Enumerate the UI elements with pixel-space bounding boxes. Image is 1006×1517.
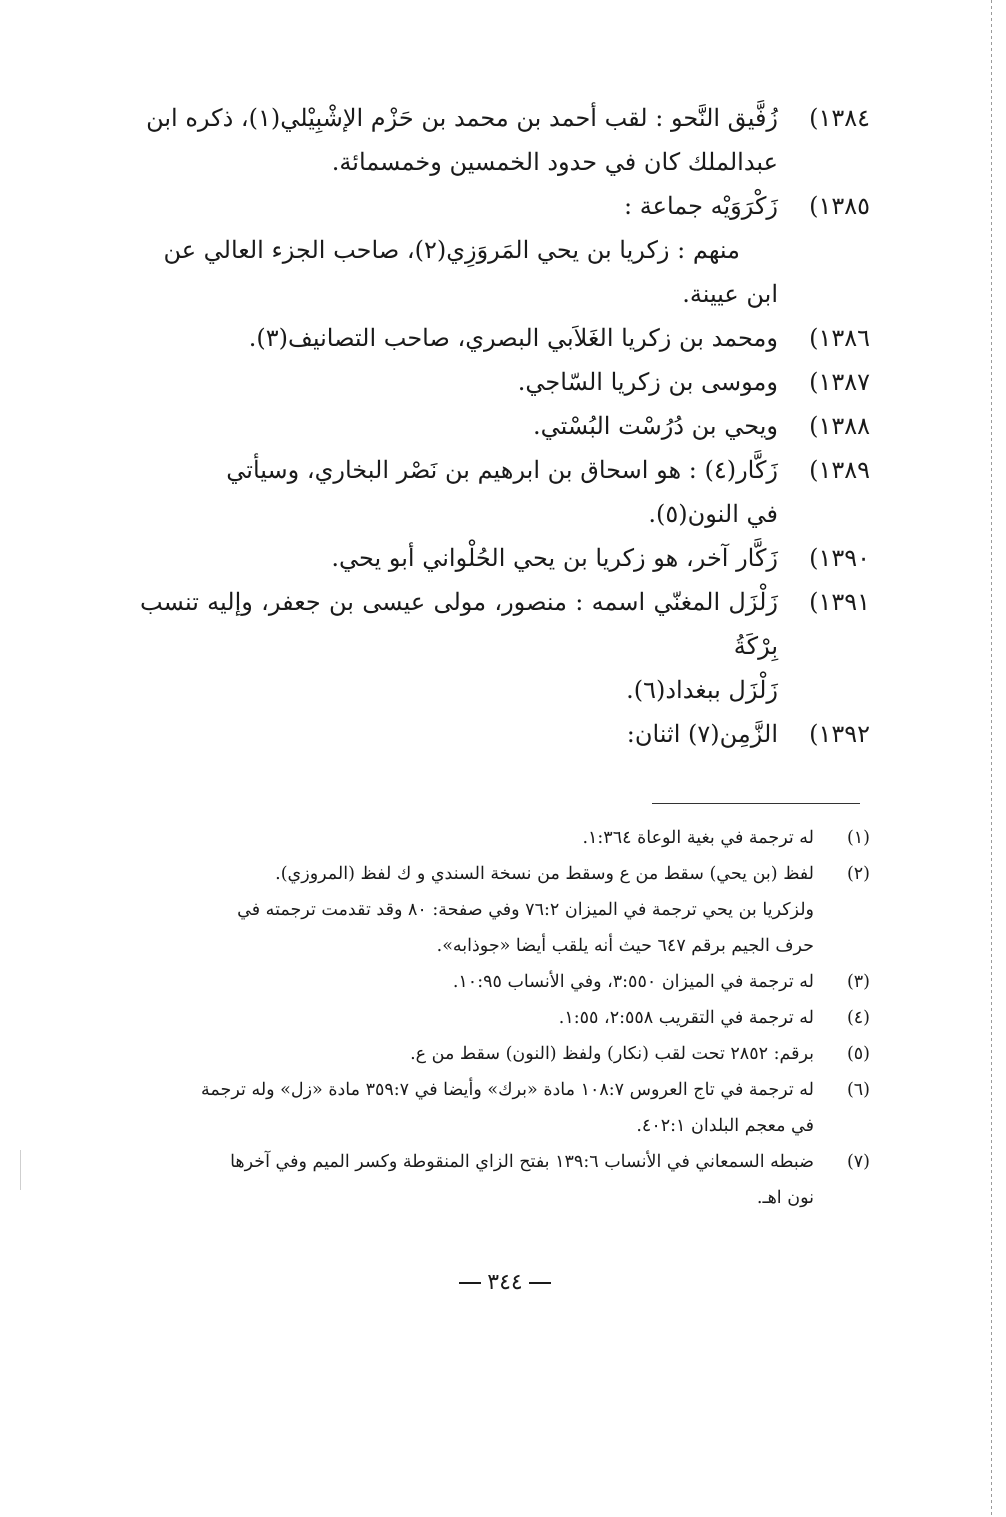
main-text: [140, 96, 870, 756]
entry-1390: [140, 536, 870, 580]
entry-line: زَلْزَل ببغداد(٦).: [626, 676, 778, 704]
entry-line: زَكَّار(٤) : هو اسحاق بن ابرهيم بن نَصْر البخاري، وسيأتي: [226, 456, 778, 484]
entry-1391: [140, 580, 870, 712]
footnote-line: برقم: ٢٨٥٢ تحت لقب (نكار) ولفظ (النون) سقط من ع.: [410, 1044, 814, 1064]
entry-1385: [140, 184, 870, 228]
entry-number: ١٣٨٧): [809, 368, 870, 396]
footnote-line: له ترجمة في تاج العروس ١٠٨:٧ مادة «برك» وأيضا في ٣٥٩:٧ مادة «زل» وله ترجمة: [201, 1080, 814, 1100]
footnote-line: ولزكريا بن يحي ترجمة في الميزان ٧٦:٢ وفي صفحة: ٨٠ وقد تقدمت ترجمته في: [237, 900, 814, 920]
page-number-value: ٣٤٤: [487, 1270, 523, 1295]
footnote-separator: [652, 803, 860, 804]
dash-right: [459, 1282, 481, 1284]
entry-number: ١٣٨٤): [809, 104, 870, 132]
entry-1385-paragraph: [140, 228, 870, 316]
footnote-4: [140, 1000, 870, 1036]
footnote-number: (٧): [846, 1152, 870, 1172]
footnote-line: في معجم البلدان ٤٠٢:١.: [636, 1116, 814, 1136]
entry-1392: [140, 712, 870, 756]
footnote-2: [140, 856, 870, 964]
footnote-number: (٤): [846, 1008, 870, 1028]
footnote-line: له ترجمة في التقريب ٢:٥٥٨، ١:٥٥.: [558, 1008, 814, 1028]
entry-line: عبدالملك كان في حدود الخمسين وخمسمائة.: [331, 148, 778, 176]
entry-1384: [140, 96, 870, 184]
footnotes: [140, 820, 870, 1216]
footnote-line: له ترجمة في الميزان ٣:٥٥٠، وفي الأنساب ١٠:٩٥.: [452, 972, 814, 992]
footnote-line: لفظ (بن يحي) سقط من ع وسقط من نسخة السندي و ك لفظ (المروزي).: [275, 864, 814, 884]
entry-1389: [140, 448, 870, 536]
entry-line: زَكَّار آخر، هو زكريا بن يحي الحُلْواني أبو يحي.: [331, 544, 778, 572]
entry-line: زَكْرَوَيْه جماعة :: [624, 192, 778, 220]
entry-1386: [140, 316, 870, 360]
page-number: [420, 1270, 590, 1295]
entry-line: الزَّمِن(٧) اثنان:: [626, 720, 778, 748]
dash-left: [529, 1282, 551, 1284]
entry-line: وموسى بن زكريا السّاجي.: [517, 368, 778, 396]
footnote-number: (٢): [846, 864, 870, 884]
footnote-line: نون اهـ.: [756, 1188, 814, 1208]
entry-number: ١٣٩٢): [809, 720, 870, 748]
entry-line: زَلْزَل المغنّي اسمه : منصور، مولى عيسى بن جعفر، وإليه تنسب بِرْكَةُ: [140, 588, 778, 660]
entry-line: زُفَّيق النَّحو : لقب أحمد بن محمد بن حَزْم الإشْبِيْلي(١)، ذكره ابن: [146, 104, 778, 132]
entry-line: في النون(٥).: [648, 500, 778, 528]
entry-number: ١٣٩٠): [809, 544, 870, 572]
footnote-number: (١): [846, 828, 870, 848]
footnote-number: (٥): [846, 1044, 870, 1064]
footnote-line: حرف الجيم برقم ٦٤٧ حيث أنه يلقب أيضا «جوذابه».: [436, 936, 814, 956]
entry-line: ويحي بن دُرُسْت البُسْتي.: [532, 412, 778, 440]
footnote-1: [140, 820, 870, 856]
entry-1387: [140, 360, 870, 404]
footnote-line: ضبطه السمعاني في الأنساب ١٣٩:٦ بفتح الزاي المنقوطة وكسر الميم وفي آخرها: [230, 1152, 814, 1172]
footnote-number: (٦): [846, 1080, 870, 1100]
entry-number: ١٣٨٩): [809, 456, 870, 484]
footnote-3: [140, 964, 870, 1000]
scan-mark: [20, 1150, 21, 1190]
entry-line: منهم : زكريا بن يحي المَروَزِي(٢)، صاحب الجزء العالي عن: [163, 236, 740, 264]
entry-1388: [140, 404, 870, 448]
page-edge-line: [991, 0, 992, 1517]
footnote-line: له ترجمة في بغية الوعاة ١:٣٦٤.: [582, 828, 814, 848]
footnote-number: (٣): [846, 972, 870, 992]
footnote-7: [140, 1144, 870, 1216]
footnote-5: [140, 1036, 870, 1072]
entry-number: ١٣٨٦): [809, 324, 870, 352]
entry-number: ١٣٨٥): [809, 192, 870, 220]
footnote-6: [140, 1072, 870, 1144]
entry-line: ومحمد بن زكريا الغَلاَبي البصري، صاحب التصانيف(٣).: [248, 324, 778, 352]
entry-line: ابن عيينة.: [682, 280, 778, 308]
entry-number: ١٣٩١): [809, 588, 870, 616]
entry-number: ١٣٨٨): [809, 412, 870, 440]
